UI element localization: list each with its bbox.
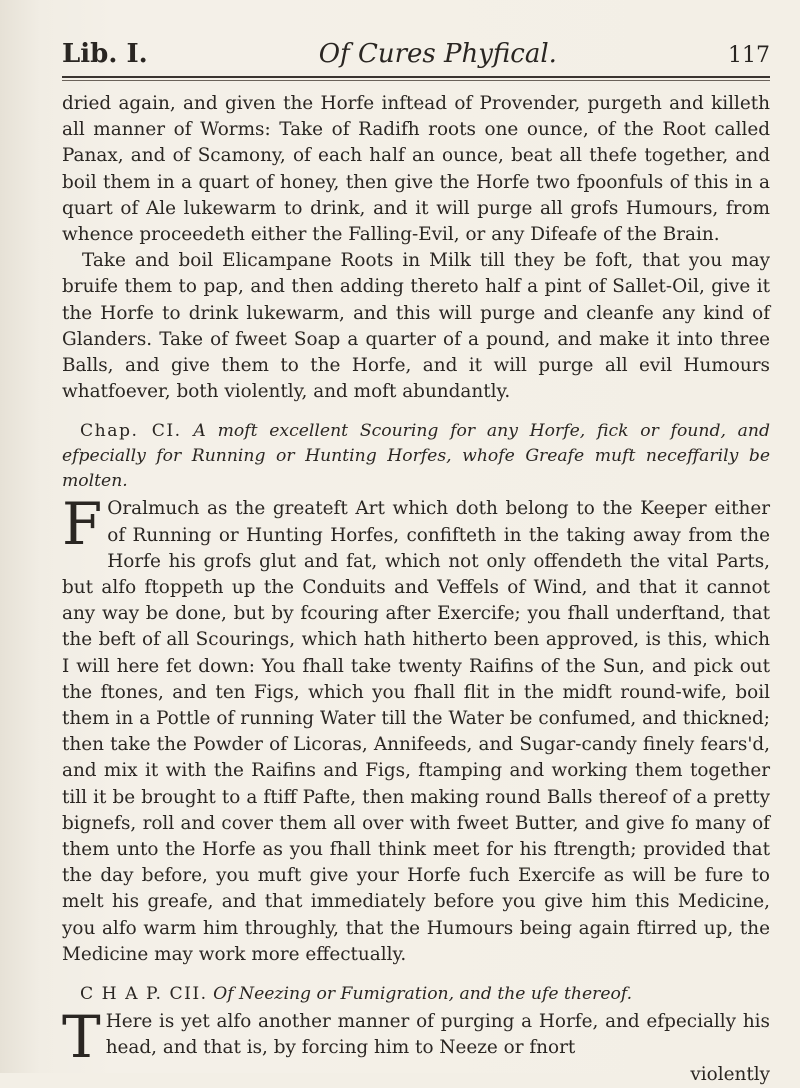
chapter-heading-ci <box>62 419 770 494</box>
page-number: 117 <box>728 43 770 68</box>
page-body <box>62 91 770 1088</box>
paragraph-elicampane: Take and boil Elicampane Roots in Milk till they be foft, that you may bruife them to pap, and then adding thereto half a pint of Sallet-Oil, give it the Horfe to drink lukewarm, and this will purge and cleanfe any kind of Glanders. Take of fweet Soap a quarter of a pound, and make it into three Balls, and give them to the Horfe, and it will purge all evil Humours whatfoever, both violently, and moft abundantly. <box>62 250 770 403</box>
book-number: Lib. I. <box>62 39 148 69</box>
paragraph-worms: dried again, and given the Horfe inftead of Provender, purgeth and killeth all manner of Worms: Take of Radifh roots one ounce, of the Root called Panax, and of Scamony, of each half an ounce, beat all thefe together, and boil them in a quart of honey, then give the Horfe two fpoonfuls of this in a quart of Ale lukewarm to drink, and it will purge all grofs Humours, from whence proceedeth either the Falling-Evil, or any Difeafe of the Brain. <box>62 93 770 246</box>
catchword: violently <box>690 1063 770 1085</box>
chapter-cii-body <box>62 1003 770 1072</box>
header-rule <box>62 80 770 81</box>
page-header <box>62 38 770 78</box>
chapter-title: A moft excellent Scouring for any Horfe, fick or found, and efpecially for Running or Hunting Horfes, whofe Greafe muft neceffarily be molten. <box>62 421 770 492</box>
chapter-ci-text: Oralmuch as the greateft Art which doth belong to the Keeper either of Running or Hunting Horfes, confifteth in the taking away from the Horfe his grofs glut and fat, which not only offendeth the vital Parts, but alfo ftoppeth up the Conduits and Veffels of Wind, and that it cannot any way be done, but by fcouring after Exercife; you fhall underftand, that the beft of all Scourings, which hath hitherto been approved, is this, which I will here fet down: You fhall take twenty Raifins of the Sun, and pick out the ftones, and ten Figs, which you fhall flit in the midft round-wife, boil them in a Pottle of running Water till the Water be confumed, and thickned; then take the Powder of Licoras, Annifeeds, and Sugar-candy finely fears'd, and mix it with the Raifins and Figs, ftamping and working them together till it be brought to a ftiff Pafte, then making round Balls thereof of a pretty bignefs, roll and cover them all over with fweet Butter, and give fo many of them unto the Horfe as you fhall think meet for his ftrength; provided that the day before, you muft give your Horfe fuch Exercife as will be fure to melt his greafe, and that immediately before you give him this Medicine, you alfo warm him throughly, that the Humours being again ftirred up, the Medicine may work more effectually. <box>62 498 770 965</box>
chapter-heading-cii <box>62 982 770 1007</box>
chapter-cii-text: Here is yet alfo another manner of purging a Horfe, and efpecially his head, and that is, by forcing him to Neeze or fnort <box>105 1011 770 1059</box>
chapter-label: Chap. CI. <box>80 421 182 442</box>
chapter-title: Of Neezing or Fumigration, and the ufe thereof. <box>213 984 633 1005</box>
running-title: Of Cures Phyfical. <box>318 39 557 69</box>
chapter-label: C H A P. CII. <box>80 984 208 1005</box>
drop-cap: F <box>62 490 103 559</box>
chapter-ci-body <box>62 490 770 968</box>
drop-cap: T <box>62 1003 101 1072</box>
